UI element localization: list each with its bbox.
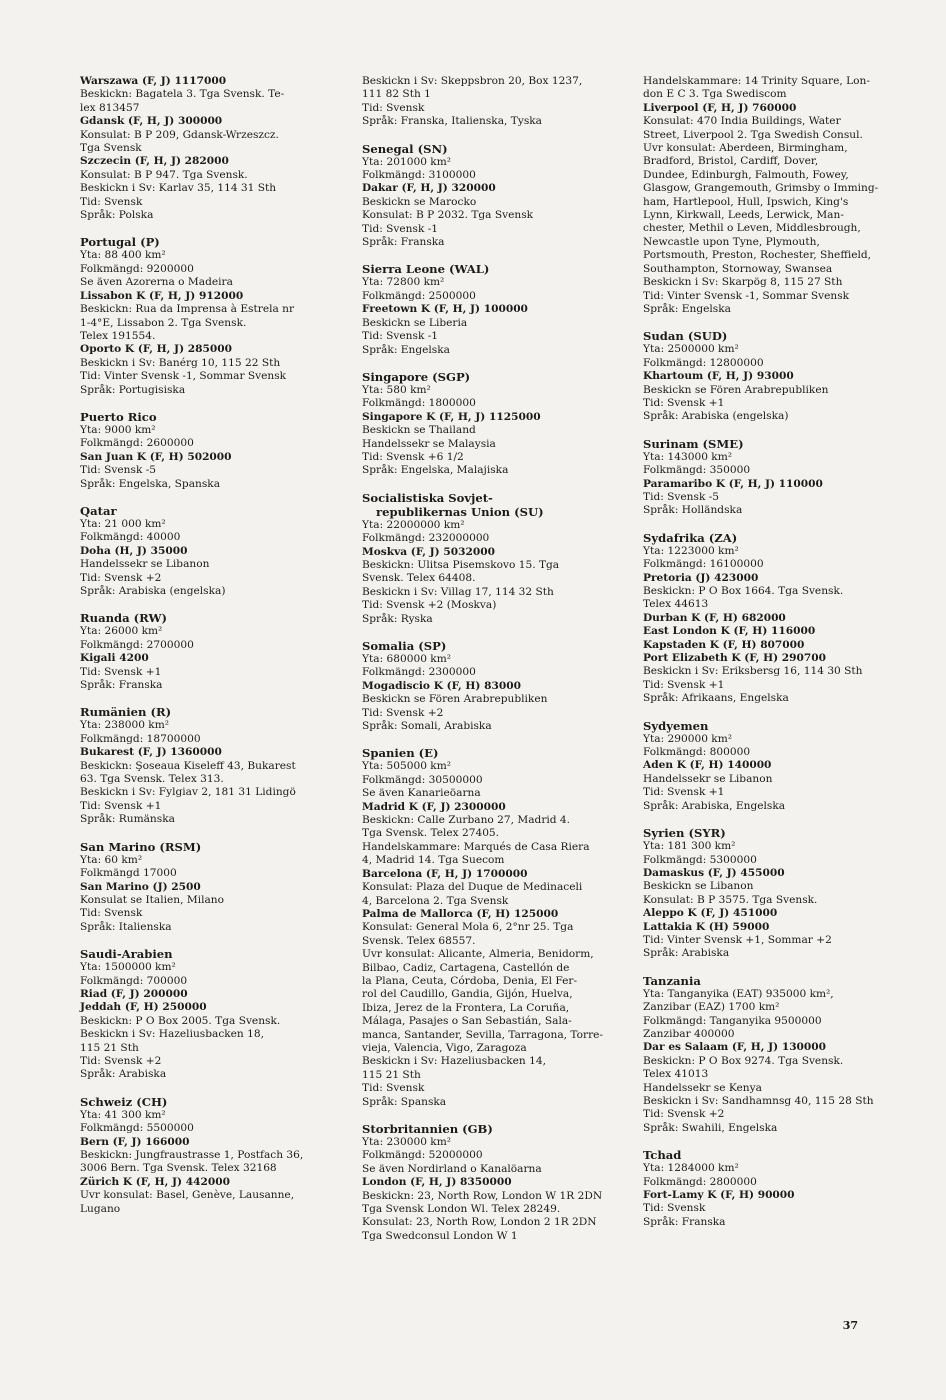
info-line: Språk: Arabiska (engelska) <box>80 585 226 597</box>
city-line: Palma de Mallorca (F, H) 125000 <box>362 907 559 920</box>
info-line: Folkmängd: 18700000 <box>80 732 201 745</box>
info-line: Uvr konsulat: Basel, Genève, Lausanne, <box>80 1189 295 1202</box>
info-line: Tid: Svensk <box>643 1202 706 1215</box>
info-line: Málaga, Pasajes o San Sebastián, Sala- <box>362 1015 572 1028</box>
country-entry <box>80 840 315 934</box>
info-line: Språk: Arabiska <box>643 947 730 960</box>
info-line: Tga Svensk <box>80 142 142 155</box>
info-line: Folkmängd: 2300000 <box>362 666 476 679</box>
info-line: Uvr konsulat: Aberdeen, Birmingham, <box>643 142 848 155</box>
info-line: Tid: Svensk <box>362 101 425 114</box>
info-line: Lugano <box>80 1202 121 1215</box>
info-line: Folkmängd: 2800000 <box>643 1175 757 1188</box>
city-line: Lattakia K (H) 59000 <box>643 920 770 933</box>
info-line: Språk: Engelska <box>362 343 450 356</box>
info-line: Se även Nordirland o Kanalöarna <box>362 1162 542 1175</box>
info-line: Handelssekr se Libanon <box>80 558 210 571</box>
info-line: Yta: 1223000 km² <box>643 544 739 557</box>
city-line: Moskva (F, J) 5032000 <box>362 545 495 558</box>
info-line: Yta: 1284000 km² <box>643 1162 739 1175</box>
info-line: Southampton, Stornoway, Swansea <box>643 262 833 275</box>
city-line: Lissabon K (F, H, J) 912000 <box>80 289 244 302</box>
info-line: 115 21 Sth <box>80 1041 139 1054</box>
info-line: Beskickn se Fören Arabrepubliken <box>362 693 548 706</box>
info-line: Beskickn: P O Box 9274. Tga Svensk. <box>643 1054 844 1067</box>
country-heading: Portugal (P) <box>80 235 160 250</box>
info-line: Beskickn: P O Box 1664. Tga Svensk. <box>643 585 844 597</box>
info-line: Se även Kanarieöarna <box>362 787 481 800</box>
city-line: Pretoria (J) 423000 <box>643 571 759 584</box>
info-line: Tid: Svensk +2 <box>80 571 162 584</box>
info-line: la Plana, Ceuta, Córdoba, Denia, El Fer- <box>362 974 578 987</box>
info-line: Tid: Svensk +2 <box>80 1054 162 1067</box>
country-entry <box>362 370 597 478</box>
city-line: Bukarest (F, J) 1360000 <box>80 746 222 759</box>
entry-continuation <box>643 75 878 316</box>
info-line: 115 21 Sth <box>362 1068 421 1081</box>
info-line: Beskickn se Liberia <box>362 316 468 329</box>
country-entry <box>643 719 878 813</box>
info-line: Beskickn se Marocko <box>362 195 477 208</box>
city-line: Fort-Lamy K (F, H) 90000 <box>643 1189 795 1202</box>
info-line: Yta: 60 km² <box>80 853 143 866</box>
city-line: Singapore K (F, H, J) 1125000 <box>362 410 541 423</box>
info-line: 1-4°E, Lissabon 2. Tga Svensk. <box>80 316 247 329</box>
entry-continuation <box>362 75 597 129</box>
city-line: Damaskus (F, J) 455000 <box>643 866 785 879</box>
info-line: Yta: 2500000 km² <box>643 343 739 356</box>
info-line: Tga Svensk London Wl. Telex 28249. <box>362 1203 561 1216</box>
country-heading: Tchad <box>643 1148 682 1163</box>
info-line: Tid: Vinter Svensk -1, Sommar Svensk <box>643 289 850 302</box>
info-line: Konsulat: 23, North Row, London 2 1R 2DN <box>362 1216 597 1229</box>
info-line: Beskickn i Sv: Villag 17, 114 32 Sth <box>362 585 554 598</box>
page-number: 37 <box>842 1319 858 1332</box>
country-heading: Ruanda (RW) <box>80 611 168 626</box>
info-line: Yta: 9000 km² <box>80 423 156 436</box>
info-line: Språk: Engelska, Malajiska <box>362 464 509 477</box>
info-line: Tid: Svensk -5 <box>80 464 157 477</box>
info-line: Beskickn: Jungfraustrasse 1, Postfach 36, <box>80 1149 304 1161</box>
city-line: Freetown K (F, H, J) 100000 <box>362 303 528 316</box>
country-entry <box>643 1148 878 1229</box>
info-line: Ibiza, Jerez de la Frontera, La Coruña, <box>362 1001 570 1014</box>
country-heading: Tanzania <box>643 973 701 988</box>
info-line: Beskickn: Rua da Imprensa à Estrela nr <box>80 303 295 316</box>
info-line: Beskickn i Sv: Sandhamnsg 40, 115 28 Sth <box>643 1095 874 1107</box>
info-line: Folkmängd: 700000 <box>80 974 188 987</box>
info-line: Språk: Arabiska, Engelska <box>643 799 786 812</box>
info-line: Folkmängd: 30500000 <box>362 773 483 786</box>
info-line: Språk: Franska <box>80 679 163 692</box>
info-line: Folkmängd: 350000 <box>643 464 751 477</box>
info-line: Se även Azorerna o Madeira <box>80 276 233 289</box>
info-line: Konsulat: B P 209, Gdansk-Wrzeszcz. <box>80 128 279 141</box>
info-line: Tga Svensk. Telex 27405. <box>362 827 500 840</box>
info-line: Beskickn se Libanon <box>643 880 754 893</box>
country-entry <box>80 705 315 826</box>
country-entry <box>362 639 597 733</box>
info-line: Beskickn: Bagatela 3. Tga Svensk. Te- <box>80 88 285 101</box>
city-line: Aleppo K (F, J) 451000 <box>643 907 778 920</box>
country-heading: Qatar <box>80 503 117 518</box>
info-line: Tid: Svensk +2 (Moskva) <box>362 599 497 612</box>
info-line: Yta: 22000000 km² <box>362 518 465 531</box>
country-heading: Schweiz (CH) <box>80 1094 168 1109</box>
info-line: Bradford, Bristol, Cardiff, Dover, <box>643 155 819 168</box>
city-line: Dakar (F, H, J) 320000 <box>362 182 496 195</box>
country-entry <box>80 235 315 396</box>
info-line: Folkmängd: 2700000 <box>80 638 194 651</box>
city-line: Bern (F, J) 166000 <box>80 1135 190 1148</box>
info-line: Språk: Swahili, Engelska <box>643 1121 778 1134</box>
info-line: Konsulat: General Mola 6, 2°nr 25. Tga <box>362 921 574 934</box>
city-line: Khartoum (F, H, J) 93000 <box>643 370 794 383</box>
country-entry <box>643 437 878 518</box>
info-line: Tid: Svensk -1 <box>362 222 439 235</box>
info-line: Tid: Svensk +6 1/2 <box>362 450 464 463</box>
country-entry <box>80 1095 315 1216</box>
info-line: Beskickn i Sv: Hazeliusbacken 18, <box>80 1028 264 1041</box>
info-line: vieja, Valencia, Vigo, Zaragoza <box>362 1041 527 1054</box>
country-entry <box>80 611 315 692</box>
city-line: Mogadiscio K (F, H) 83000 <box>362 679 521 692</box>
info-line: Yta: 201000 km² <box>362 155 452 168</box>
info-line: Tid: Svensk +2 <box>643 1108 725 1121</box>
city-line: East London K (F, H) 116000 <box>643 625 816 638</box>
country-heading: Puerto Rico <box>80 409 157 424</box>
info-line: 63. Tga Svensk. Telex 313. <box>80 773 224 786</box>
info-line: Konsulat: 470 India Buildings, Water <box>643 115 841 128</box>
info-line: don E C 3. Tga Swediscom <box>643 88 787 101</box>
country-heading-line2: republikernas Union (SU) <box>376 504 544 519</box>
info-line: Tid: Svensk +2 <box>362 706 444 719</box>
country-heading: San Marino (RSM) <box>80 839 202 854</box>
country-entry <box>362 491 597 626</box>
info-line: lex 813457 <box>80 101 140 114</box>
country-heading: Singapore (SGP) <box>362 369 471 384</box>
info-line: Beskickn: Calle Zurbano 27, Madrid 4. <box>362 814 571 827</box>
info-line: Beskickn se Thailand <box>362 424 476 437</box>
info-line: Dundee, Edinburgh, Falmouth, Fowey, <box>643 168 849 181</box>
info-line: Beskickn i Sv: Hazeliusbacken 14, <box>362 1055 546 1068</box>
column-right <box>643 75 878 1242</box>
info-line: 111 82 Sth 1 <box>362 88 431 101</box>
info-line: Beskickn i Sv: Skarpög 8, 115 27 Sth <box>643 276 843 289</box>
country-entry <box>362 142 597 250</box>
info-line: Beskickn i Sv: Fylgiav 2, 181 31 Lidingö <box>80 786 296 799</box>
city-line: Dar es Salaam (F, H, J) 130000 <box>643 1041 827 1054</box>
info-line: Tid: Svensk <box>80 195 143 208</box>
info-line: ham, Hartlepool, Hull, Ipswich, King's <box>643 195 849 208</box>
info-line: Folkmängd: 40000 <box>80 531 181 544</box>
city-line: Kigali 4200 <box>80 652 149 665</box>
info-line: Tid: Svensk -1 <box>362 330 439 343</box>
city-line: Aden K (F, H) 140000 <box>643 759 772 772</box>
city-line: Kapstaden K (F, H) 807000 <box>643 638 805 651</box>
city-line: Barcelona (F, H, J) 1700000 <box>362 867 528 880</box>
country-entry <box>643 531 878 706</box>
country-heading: Somalia (SP) <box>362 639 447 653</box>
info-line: Språk: Arabiska <box>80 1068 167 1081</box>
info-line: Tid: Svensk <box>362 1082 425 1095</box>
city-line: Riad (F, J) 200000 <box>80 987 188 1000</box>
info-line: Handelssekr se Kenya <box>643 1081 762 1094</box>
info-line: Beskickn: 23, North Row, London W 1R 2DN <box>362 1189 603 1202</box>
info-line: Yta: 41 300 km² <box>80 1108 166 1121</box>
country-entry <box>80 410 315 491</box>
info-line: Språk: Italienska <box>80 920 172 933</box>
info-line: Portsmouth, Preston, Rochester, Sheffield, <box>643 249 872 262</box>
info-line: 4, Madrid 14. Tga Suecom <box>362 854 505 867</box>
info-line: Tid: Svensk +1 <box>643 678 725 691</box>
country-entry <box>362 1122 603 1243</box>
info-line: Tid: Svensk -5 <box>643 490 720 503</box>
city-line: Doha (H, J) 35000 <box>80 544 188 557</box>
info-line: Konsulat: B P 3575. Tga Svensk. <box>643 893 818 906</box>
info-line: Folkmängd: Tanganyika 9500000 <box>643 1014 822 1027</box>
country-heading: Sydyemen <box>643 718 709 733</box>
info-line: Zanzibar 400000 <box>643 1027 735 1040</box>
column-middle <box>362 75 604 1256</box>
info-line: Beskickn i Sv: Eriksbersg 16, 114 30 Sth <box>643 665 863 678</box>
info-line: Beskickn: P O Box 2005. Tga Svensk. <box>80 1014 281 1027</box>
info-line: Beskickn: Ulitsa Pisemskovo 15. Tga <box>362 558 560 571</box>
info-line: Yta: 21 000 km² <box>80 517 166 530</box>
info-line: Konsulat: Plaza del Duque de Medinaceli <box>362 881 583 894</box>
city-line: Paramaribo K (F, H, J) 110000 <box>643 477 823 490</box>
info-line: Folkmängd: 1800000 <box>362 397 476 410</box>
info-line: Tga Swedconsul London W 1 <box>362 1229 518 1242</box>
country-heading: Surinam (SME) <box>643 436 744 451</box>
info-line: Yta: 680000 km² <box>362 653 452 665</box>
info-line: Folkmängd 17000 <box>80 867 177 880</box>
city-line: Warszawa (F, J) 1117000 <box>80 75 227 87</box>
info-line: Yta: 181 300 km² <box>643 840 736 853</box>
country-heading: Sierra Leone (WAL) <box>362 262 490 277</box>
country-entry <box>643 826 878 961</box>
city-line: Madrid K (F, J) 2300000 <box>362 800 506 813</box>
country-heading: Socialistiska Sovjet- <box>362 490 493 505</box>
info-line: Handelskammare: Marqués de Casa Riera <box>362 840 590 853</box>
info-line: Yta: 238000 km² <box>80 719 170 732</box>
info-line: Konsulat se Italien, Milano <box>80 893 224 906</box>
country-heading: Spanien (E) <box>362 746 439 761</box>
country-entry <box>80 504 315 598</box>
info-line: Yta: Tanganyika (EAT) 935000 km², <box>643 987 834 1000</box>
info-line: Språk: Somali, Arabiska <box>362 720 492 733</box>
info-line: Telex 191554. <box>80 329 156 342</box>
info-line: Tid: Svensk +1 <box>643 786 725 799</box>
info-line: Språk: Afrikaans, Engelska <box>643 692 789 705</box>
info-line: Yta: 505000 km² <box>362 760 452 773</box>
info-line: Telex 41013 <box>643 1068 709 1081</box>
info-line: Folkmängd: 232000000 <box>362 532 490 545</box>
info-line: Folkmängd: 16100000 <box>643 558 764 571</box>
info-line: Språk: Franska <box>362 236 445 249</box>
info-line: Telex 44613 <box>643 598 709 611</box>
info-line: Beskickn i Sv: Skeppsbron 20, Box 1237, <box>362 75 583 87</box>
city-line: San Marino (J) 2500 <box>80 880 201 893</box>
info-line: Yta: 72800 km² <box>362 276 445 289</box>
city-line: Port Elizabeth K (F, H) 290700 <box>643 652 827 665</box>
country-heading: Syrien (SYR) <box>643 826 726 841</box>
info-line: Yta: 143000 km² <box>643 450 733 463</box>
country-entry <box>643 329 878 423</box>
info-line: Yta: 230000 km² <box>362 1136 452 1148</box>
info-line: Zanzibar (EAZ) 1700 km² <box>643 1001 780 1014</box>
entry-continuation <box>80 75 315 222</box>
country-heading: Sudan (SUD) <box>643 329 728 344</box>
info-line: Handelssekr se Libanon <box>643 772 773 785</box>
info-line: Tid: Svensk +1 <box>80 799 162 812</box>
info-line: Språk: Portugisiska <box>80 383 186 396</box>
info-line: Tid: Svensk +1 <box>80 665 162 678</box>
info-line: Handelskammare: 14 Trinity Square, Lon- <box>643 75 870 87</box>
country-heading: Rumänien (R) <box>80 705 172 720</box>
city-line: Szczecin (F, H, J) 282000 <box>80 155 229 168</box>
info-line: Språk: Polska <box>80 209 154 222</box>
info-line: Folkmängd: 5300000 <box>643 853 757 866</box>
info-line: Yta: 580 km² <box>362 383 431 396</box>
info-line: Folkmängd: 3100000 <box>362 169 476 182</box>
city-line: Zürich K (F, H, J) 442000 <box>80 1175 230 1188</box>
info-line: Språk: Arabiska (engelska) <box>643 410 789 423</box>
info-line: Folkmängd: 2600000 <box>80 437 194 450</box>
info-line: Beskickn i Sv: Karlav 35, 114 31 Sth <box>80 182 277 195</box>
info-line: Yta: 26000 km² <box>80 625 163 638</box>
info-line: 4, Barcelona 2. Tga Svensk <box>362 894 509 907</box>
city-line: Durban K (F, H) 682000 <box>643 611 786 624</box>
info-line: Folkmängd: 800000 <box>643 746 751 759</box>
info-line: Språk: Engelska, Spanska <box>80 477 221 490</box>
info-line: Folkmängd: 12800000 <box>643 356 764 369</box>
info-line: Yta: 290000 km² <box>643 732 733 745</box>
country-heading: Saudi-Arabien <box>80 947 173 962</box>
column-left <box>80 75 315 1229</box>
info-line: Uvr konsulat: Alicante, Almeria, Benidorm, <box>362 948 594 961</box>
country-entry <box>80 947 315 1082</box>
info-line: Handelssekr se Malaysia <box>362 437 496 450</box>
info-line: Yta: 88 400 km² <box>80 249 166 262</box>
info-line: Lynn, Kirkwall, Leeds, Lerwick, Man- <box>643 209 844 222</box>
info-line: 3006 Bern. Tga Svensk. Telex 32168 <box>80 1162 277 1175</box>
info-line: Språk: Rumänska <box>80 813 175 826</box>
info-line: Beskickn i Sv: Banérg 10, 115 22 Sth <box>80 356 281 369</box>
info-line: Konsulat: B P 947. Tga Svensk. <box>80 168 248 181</box>
city-line: London (F, H, J) 8350000 <box>362 1176 512 1189</box>
info-line: Svensk. Telex 68557. <box>362 934 476 947</box>
city-line: San Juan K (F, H) 502000 <box>80 450 232 463</box>
city-line: Gdansk (F, H, J) 300000 <box>80 115 223 128</box>
info-line: Folkmängd: 5500000 <box>80 1122 194 1135</box>
info-line: Svensk. Telex 64408. <box>362 572 476 585</box>
info-line: Tid: Vinter Svensk +1, Sommar +2 <box>643 933 832 946</box>
info-line: rol del Caudillo, Gandia, Gijón, Huelva, <box>362 988 573 1001</box>
info-line: Språk: Engelska <box>643 302 731 315</box>
country-heading: Sydafrika (ZA) <box>643 530 738 545</box>
info-line: Konsulat: B P 2032. Tga Svensk <box>362 209 534 222</box>
info-line: Street, Liverpool 2. Tga Swedish Consul. <box>643 128 863 141</box>
city-line: Liverpool (F, H, J) 760000 <box>643 101 797 114</box>
info-line: Beskickn: Şoseaua Kiseleff 43, Bukarest <box>80 759 296 772</box>
info-line: Tid: Vinter Svensk -1, Sommar Svensk <box>80 370 287 383</box>
info-line: Yta: 1500000 km² <box>80 961 176 974</box>
city-line: Oporto K (F, H, J) 285000 <box>80 343 232 356</box>
info-line: Glasgow, Grangemouth, Grimsby o Imming- <box>643 182 879 195</box>
city-line: Jeddah (F, H) 250000 <box>80 1001 207 1014</box>
info-line: Newcastle upon Tyne, Plymouth, <box>643 235 820 248</box>
info-line: manca, Santander, Sevilla, Tarragona, Torre- <box>362 1028 604 1041</box>
info-line: Språk: Franska, Italienska, Tyska <box>362 115 542 128</box>
info-line: Tid: Svensk <box>80 907 143 920</box>
info-line: Språk: Ryska <box>362 612 433 625</box>
country-entry <box>362 262 597 356</box>
info-line: Folkmängd: 52000000 <box>362 1149 483 1162</box>
info-line: Språk: Spanska <box>362 1095 447 1108</box>
country-entry <box>362 746 604 1109</box>
info-line: Folkmängd: 9200000 <box>80 262 194 275</box>
info-line: Språk: Holländska <box>643 504 743 517</box>
info-line: Tid: Svensk +1 <box>643 396 725 409</box>
info-line: Bilbao, Cadiz, Cartagena, Castellón de <box>362 961 570 974</box>
info-line: Språk: Franska <box>643 1215 726 1228</box>
country-heading: Senegal (SN) <box>362 141 448 156</box>
info-line: Beskickn se Fören Arabrepubliken <box>643 383 829 396</box>
info-line: chester, Methil o Leven, Middlesbrough, <box>643 222 861 235</box>
info-line: Folkmängd: 2500000 <box>362 289 476 302</box>
country-entry <box>643 974 878 1135</box>
country-heading: Storbritannien (GB) <box>362 1122 493 1136</box>
